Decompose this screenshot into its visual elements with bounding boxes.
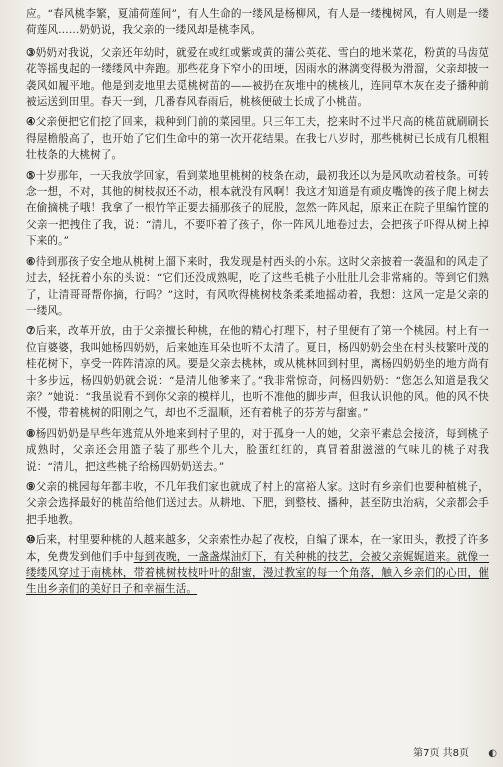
paragraph-text: 应。“春风桃李繁，夏浦荷莲间”，有人生命的一缕风是杨柳风，有人是一缕槐树风，有人则是一缕荷莲风……奶奶说，我父亲的一缕风却是桃李风。 — [26, 8, 489, 37]
paragraph-number: ⑧ — [26, 427, 36, 440]
paragraph-8 — [26, 426, 489, 475]
page-number: 第7页 共8页 — [413, 748, 469, 759]
paragraph-text: 后来，村里要种桃的人越来越多，父亲索性办起了夜校，自编了课本，在一家田头，教授了许多本，免费发到他们手中 — [26, 534, 489, 563]
paragraph-4 — [26, 114, 489, 163]
paragraph-3 — [26, 45, 489, 111]
paragraph-number: ⑤ — [26, 169, 36, 182]
paragraph-text: 十岁那年，一天我放学回家，看到菜地里桃树的枝条在动，最初我还以为是风吹动着枝条。可转念一想，不对，其他的树枝叔还不动，根本就没有风啊！我这才知道是有顽皮嘴馋的孩子爬上树去在偷摘桃子哦！我拿了一根竹竿正要去捅那孩子的屁股，忽然一阵风起，原来正在院子里编竹筐的父亲一把拽住了我，说：“清儿，不要吓着了孩子，你一阵风儿地卷过去，会把孩子吓得从树上掉下来的。” — [26, 169, 489, 248]
paragraph-number: ⑨ — [26, 480, 36, 493]
paragraph-number: ⑥ — [26, 255, 36, 268]
paragraph-text: 奶奶对我说，父亲还年幼时，就爱在或红或紫或黄的蒲公英花、雪白的地米菜花，粉黄的马齿苋花等摇曳起的一缕缕风中奔跑。那些花身下窄小的田埂，因雨水的淋漓变得极为滑溜，父亲却披一袭风如履平地。他是到麦地里去觅桃树苗的——被扔在灰堆中的桃核儿，连同草木灰在麦子播种前被运送到田里。春天一到，几番春风春雨后，桃核便破土长成了小桃苗。 — [26, 46, 489, 109]
paragraph-number: ③ — [26, 46, 36, 59]
paragraph-2-tail — [26, 6, 489, 39]
paragraph-5 — [26, 168, 489, 250]
paragraph-text: 后来，改革开放，由于父亲擅长种桃，在他的精心打理下，村子里便有了第一个桃园。村上有一位盲婆婆，我叫她杨四奶奶，后来她连耳朵也听不太清了。夏日，杨四奶奶会坐在村头枝繁叶茂的桂花树下，享受一阵阵清凉的风。要是父亲去桃林，或从桃林回到村里，离杨四奶奶坐的地方尚有十多步远，杨四奶奶就会说：“是清儿他爹来了。”我非常惊奇，问杨四奶奶：“您怎么知道是我父亲？”她说：“我虽说看不到你父亲的模样儿，也听不准他的脚步声，但我认识他的风。他的风不快不慢，带着桃树的阳刚之气，却也不乏温顺，还有着桃子的芬芳与甜蜜。” — [26, 325, 489, 420]
paragraph-10 — [26, 532, 489, 598]
paragraph-text: 父亲的桃园每年都丰收，不几年我们家也就成了村上的富裕人家。这时有乡亲们也要种植桃子，父亲会选择最好的桃苗给他们送过去。从耕地、下肥，到整枝、播种，甚至防虫治病，父亲都会手把手地教。 — [26, 480, 489, 526]
paragraph-text: 待到那孩子安全地从桃树上溜下来时，我发现是村西头的小东。这时父亲披着一袭温和的风走了过去，轻抚着小东的头说：“它们还没成熟呢，吃了这些毛桃子小肚肚儿会非常痛的。等到它们熟了，让清哥哥帮你摘，行吗？”这时，有风吹得桃树枝条柔柔地摇动着，我想：这风一定是父亲的一缕风。 — [26, 255, 489, 317]
paragraph-9 — [26, 479, 489, 528]
binding-edge-mark: ◐ — [488, 748, 497, 759]
underlined-sentence: 每到夜晚，一盏盏煤油灯下，有关种桃的技艺，会被父亲娓娓道来。就像一缕缕风穿过于南桃林，带着桃树枝枝叶叶的甜蜜，漫过教室的每一个角落，触入乡亲们的心田，催生出乡亲们的美好日子和幸福生活。 — [26, 550, 490, 596]
paragraph-number: ⑦ — [26, 325, 36, 338]
paragraph-text: 杨四奶奶是早些年逃荒从外地来到村子里的，对于孤身一人的她，父亲平素总会接济，每到桃子成熟时，父亲还会用篮子装了那些个儿大，脸蛋红红的，真冒着甜滋滋的气味儿的桃子对我说：“清儿，把这些桃子给杨四奶奶送去。” — [26, 427, 489, 473]
paragraph-7 — [26, 323, 489, 421]
paragraph-6 — [26, 254, 489, 320]
paragraph-number: ④ — [26, 116, 36, 129]
paragraph-number: ⑩ — [26, 534, 36, 547]
paragraph-text: 父亲便把它们挖了回来，栽种到门前的菜园里。只三年工夫，挖来时不过半尺高的桃苗就刷刷长得屋檐般高了，也开始了它们生命中的第一次开花结果。在我七八岁时，那些桃树已长成有几根粗壮枝条的大桃树了。 — [26, 116, 489, 162]
